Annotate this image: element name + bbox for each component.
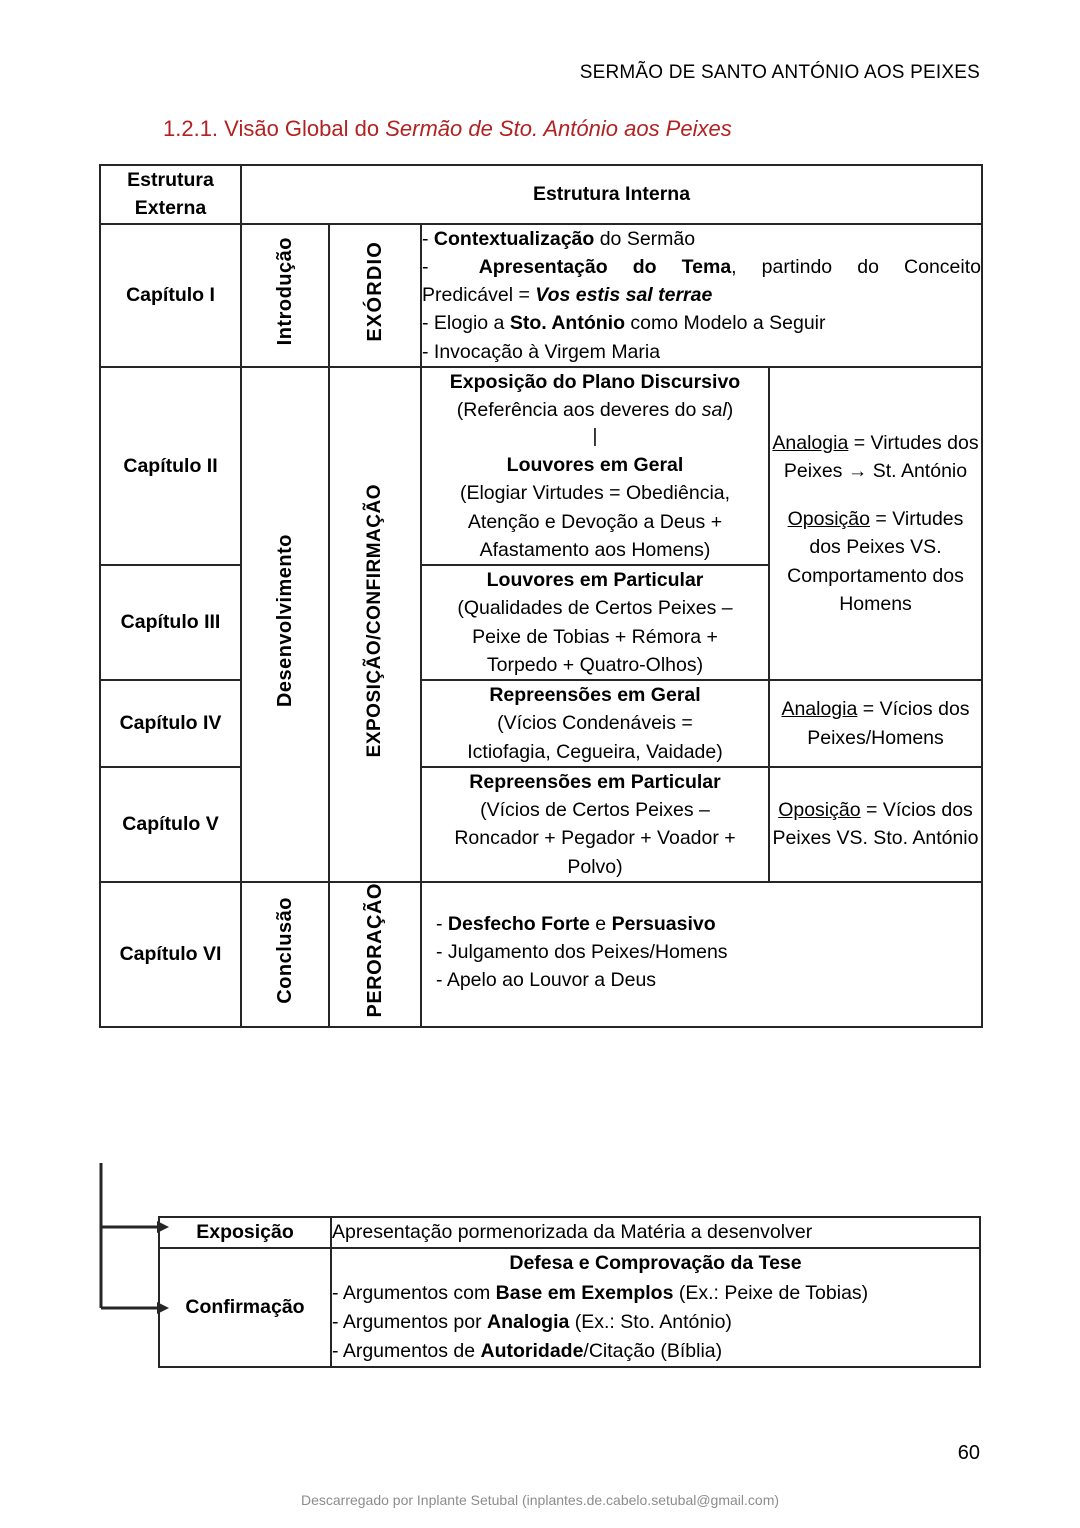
right-note-analogia-vicios xyxy=(769,680,982,767)
cap2-line4: Louvores em Geral xyxy=(506,453,684,476)
body-confirmacao xyxy=(331,1248,980,1367)
cap4-line1: Repreensões em Geral xyxy=(489,684,701,707)
cap3-line4: Torpedo + Quatro-Olhos) xyxy=(486,653,704,676)
cap6-line3: - Apelo ao Louvor a Deus xyxy=(436,969,657,992)
header-ext-line2: Externa xyxy=(134,197,207,220)
table-row-capitulo-v xyxy=(100,767,982,882)
header-estrutura-externa xyxy=(100,165,241,224)
exposicao-confirmacao-table xyxy=(158,1216,981,1368)
cap6-line2: - Julgamento dos Peixes/Homens xyxy=(436,941,728,964)
body-capitulo-iv xyxy=(421,680,769,767)
right5-line3: António xyxy=(912,827,979,850)
page-number: 60 xyxy=(957,1442,980,1464)
cap3-line3: Peixe de Tobias + Rémora + xyxy=(472,625,718,648)
cap3-line2: (Qualidades de Certos Peixes – xyxy=(457,597,733,620)
part-label-introducao: Introdução xyxy=(241,224,329,367)
right4-line2: dos xyxy=(938,698,970,721)
right5-line1: Oposição = Vícios xyxy=(778,799,936,822)
right2-line5: Oposição = xyxy=(787,508,887,531)
conf-line2: - Argumentos por Analogia (Ex.: Sto. António) xyxy=(332,1310,732,1333)
download-watermark: Descarregado por Inplante Setubal (inplantes.de.cabelo.setubal@gmail.com) xyxy=(300,1492,780,1508)
body-capitulo-i xyxy=(421,224,982,367)
header-estrutura-interna: Estrutura Interna xyxy=(241,165,982,224)
body-capitulo-vi xyxy=(421,882,982,1027)
table-row-capitulo-i xyxy=(100,224,982,367)
right2-line4: António xyxy=(900,459,968,482)
right2-line1: Analogia = xyxy=(772,431,866,454)
label-exposicao: Exposição xyxy=(159,1217,331,1248)
rhetoric-label-exordio: EXÓRDIO xyxy=(329,224,421,367)
conf-title: Defesa e Comprovação da Tese xyxy=(509,1252,802,1275)
right2-line8: Comportamento xyxy=(787,564,927,587)
cap2-line6: Atenção e Devoção a Deus + xyxy=(467,510,723,533)
section-italic-title: Sermão de Sto. António aos Peixes xyxy=(385,116,732,141)
cap2-line2: (Referência aos deveres do sal) xyxy=(456,399,734,422)
cap5-line4: Polvo) xyxy=(567,855,623,878)
part-label-desenvolvimento: Desenvolvimento xyxy=(241,367,329,882)
cap5-line1: Repreensões em Particular xyxy=(469,770,721,793)
rhetoric-label-exposicao-confirmacao: EXPOSIÇÃO/CONFIRMAÇÃO xyxy=(329,367,421,882)
right2-line2: Virtudes dos xyxy=(870,431,979,454)
chapter-label-i: Capítulo I xyxy=(100,224,241,367)
section-label: Visão Global do xyxy=(224,116,386,141)
cap1-line3: Predicável = Vos estis sal terrae xyxy=(422,284,713,307)
table-row-capitulo-ii xyxy=(100,367,982,565)
page-title xyxy=(163,116,732,142)
right2-line7: Peixes VS. xyxy=(846,536,942,559)
cap3-line1: Louvores em Particular xyxy=(486,569,704,592)
cap5-line2: (Vícios de Certos Peixes – xyxy=(480,799,710,822)
rhetoric-label-peroracao: PERORAÇÃO xyxy=(329,882,421,1027)
right2-line3: Peixes → St. xyxy=(783,459,897,482)
cap2-connector-pipe: | xyxy=(592,426,598,448)
body-capitulo-v xyxy=(421,767,769,882)
cap1-line4: - Elogio a Sto. António como Modelo a Seguir xyxy=(422,312,826,335)
chapter-label-ii: Capítulo II xyxy=(100,367,241,565)
running-header: SERMÃO DE SANTO ANTÓNIO AOS PEIXES xyxy=(579,62,980,83)
table-row-capitulo-vi xyxy=(100,882,982,1027)
right-note-analogia-oposicao xyxy=(769,367,982,680)
section-number: 1.2.1. xyxy=(163,116,219,141)
cap2-line7: Afastamento aos Homens) xyxy=(479,538,711,561)
chapter-label-v: Capítulo V xyxy=(100,767,241,882)
cap2-line5: (Elogiar Virtudes = Obediência, xyxy=(459,482,731,505)
chapter-label-vi: Capítulo VI xyxy=(100,882,241,1027)
chapter-label-iii: Capítulo III xyxy=(100,565,241,680)
label-confirmacao: Confirmação xyxy=(159,1248,331,1367)
right2-gap xyxy=(770,485,981,505)
body-capitulo-ii xyxy=(421,367,769,565)
table-row-exposicao xyxy=(159,1217,980,1248)
right4-line1: Analogia = Vícios xyxy=(781,698,933,721)
right4-line3: Peixes/Homens xyxy=(807,726,944,749)
cap6-line1: - Desfecho Forte e Persuasivo xyxy=(436,912,716,935)
chapter-label-iv: Capítulo IV xyxy=(100,680,241,767)
right-note-oposicao-vicios xyxy=(769,767,982,882)
structure-table xyxy=(99,164,983,1028)
body-capitulo-iii xyxy=(421,565,769,680)
right5-line2: dos Peixes VS. Sto. xyxy=(772,799,973,850)
part-label-conclusao: Conclusão xyxy=(241,882,329,1027)
cap1-line5: - Invocação à Virgem Maria xyxy=(422,340,661,363)
cap1-line1: - Contextualização do Sermão xyxy=(422,227,696,250)
table-row-capitulo-iv xyxy=(100,680,982,767)
table-row-confirmacao xyxy=(159,1248,980,1367)
cap4-line2: (Vícios Condenáveis = xyxy=(497,712,693,735)
right2-line6: Virtudes dos xyxy=(809,508,964,559)
cap2-line1: Exposição do Plano Discursivo xyxy=(449,370,741,393)
cap4-line3: Ictiofagia, Cegueira, Vaidade) xyxy=(467,740,723,763)
cap5-line3: Roncador + Pegador + Voador + xyxy=(454,827,736,850)
cap1-line2: - Apresentação do Tema, partindo do Conceito xyxy=(422,255,981,278)
table-header-row xyxy=(100,165,982,224)
header-ext-line1: Estrutura xyxy=(127,169,214,191)
conf-line3: - Argumentos de Autoridade/Citação (Bíblia) xyxy=(332,1340,723,1362)
right2-line9: dos Homens xyxy=(839,564,964,616)
conf-line1: - Argumentos com Base em Exemplos (Ex.: Peixe de Tobias) xyxy=(332,1281,869,1304)
body-exposicao: Apresentação pormenorizada da Matéria a desenvolver xyxy=(331,1217,980,1248)
